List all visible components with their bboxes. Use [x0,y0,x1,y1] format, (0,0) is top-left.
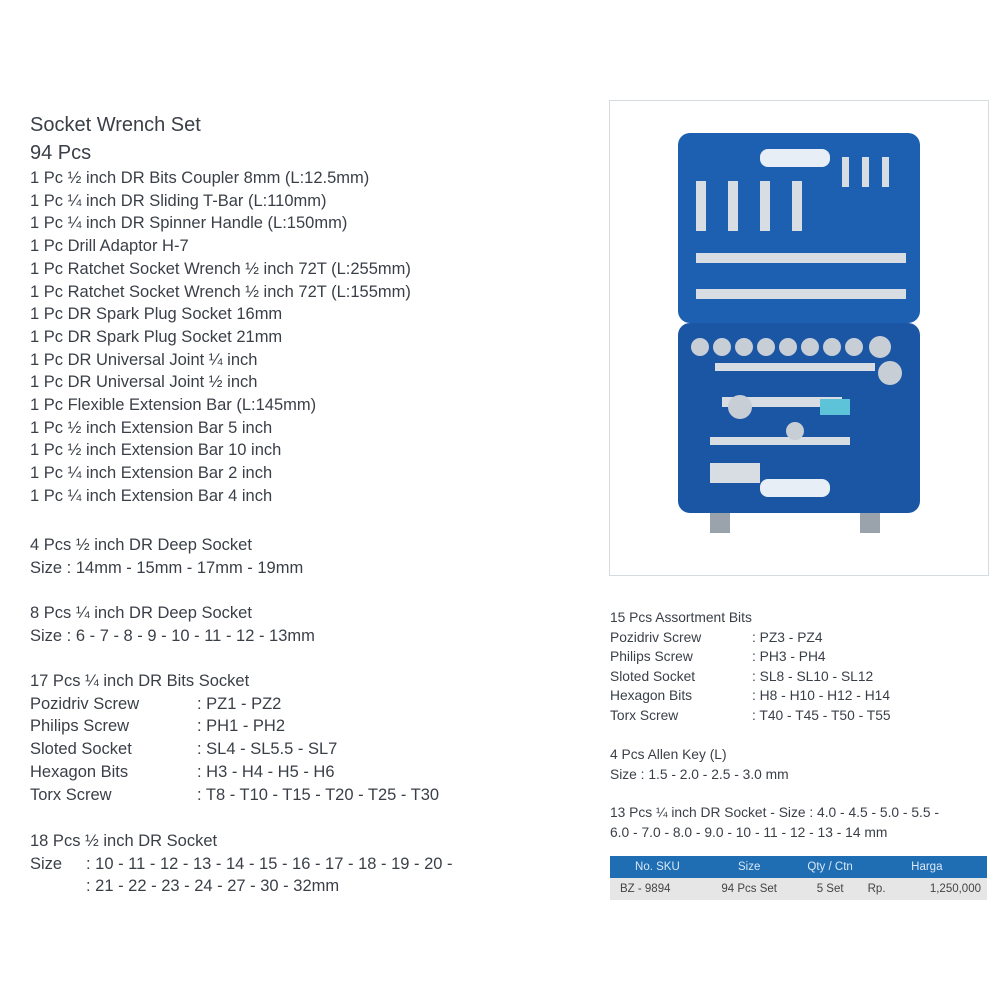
socket-quarter-section [610,803,939,842]
price-table [610,856,987,900]
spec-label: Philips Screw [30,717,130,736]
section-size: Size : 14mm - 15mm - 17mm - 19mm [30,558,304,577]
section-heading: 4 Pcs ½ inch DR Deep Socket [30,536,252,554]
section-size: Size : 6 - 7 - 8 - 9 - 10 - 11 - 12 - 13mm [30,626,315,645]
list-item: 1 Pc ¼ inch DR Sliding T-Bar (L:110mm) [30,191,327,210]
spec-row [610,686,891,706]
size-line: : 10 - 11 - 12 - 13 - 14 - 15 - 16 - 17 - 18 - 19 - 20 - [86,854,453,873]
left-column [30,111,411,508]
spec-row [30,738,439,761]
spec-label: Sloted Socket [30,740,132,759]
product-title: Socket Wrench Set [30,114,201,136]
spec-row [610,647,891,667]
section-heading: 8 Pcs ¼ inch DR Deep Socket [30,604,252,622]
section-line: 6.0 - 7.0 - 8.0 - 9.0 - 10 - 11 - 12 - 13 - 14 mm [610,824,888,840]
spec-label: Pozidriv Screw [30,694,140,713]
spec-row [610,706,891,726]
header-price: Harga [867,856,987,878]
spec-value: : PZ3 - PZ4 [752,629,823,645]
size-line: : 21 - 22 - 23 - 24 - 27 - 30 - 32mm [86,877,340,896]
header-sku: No. SKU [610,856,705,878]
spec-row [610,667,891,687]
list-item: 1 Pc Ratchet Socket Wrench ½ inch 72T (L:255mm) [30,259,411,278]
table-row [610,878,987,900]
list-item: 1 Pc DR Spark Plug Socket 21mm [30,327,283,346]
cell-sku: BZ - 9894 [610,878,705,900]
list-item: 1 Pc ¼ inch DR Spinner Handle (L:150mm) [30,214,348,233]
spec-label: Philips Screw [610,649,693,665]
list-item: 1 Pc ¼ inch Extension Bar 2 inch [30,464,273,483]
list-item: 1 Pc ½ inch Extension Bar 10 inch [30,441,282,460]
spec-value: : T8 - T10 - T15 - T20 - T25 - T30 [197,785,440,804]
spec-value: : PH3 - PH4 [752,649,826,665]
section-heading: 4 Pcs Allen Key (L) [610,747,727,762]
spec-label: Hexagon Bits [30,762,129,781]
spec-value: : SL4 - SL5.5 - SL7 [197,740,338,759]
size-label: Size [30,854,63,873]
cell-currency: Rp. [867,878,898,900]
item-list [30,167,411,508]
table-header [610,856,987,878]
spec-label: Hexagon Bits [610,688,693,704]
list-item: 1 Pc Drill Adaptor H-7 [30,237,189,256]
section-size: Size : 1.5 - 2.0 - 2.5 - 3.0 mm [610,766,789,782]
allen-key-section [610,745,789,784]
spec-row [30,761,439,784]
section-heading: 15 Pcs Assortment Bits [610,610,752,625]
spec-label: Torx Screw [30,785,112,804]
spec-value: : H3 - H4 - H5 - H6 [197,762,335,781]
cell-price: 1,250,000 [897,878,987,900]
bits-socket-section [30,670,439,806]
cell-qty: 5 Set [794,878,867,900]
cell-size: 94 Pcs Set [705,878,794,900]
piece-count: 94 Pcs [30,142,92,164]
list-item: 1 Pc ½ inch DR Bits Coupler 8mm (L:12.5mm) [30,169,370,187]
spec-row [30,715,439,738]
deep-half-section [30,534,303,579]
header-size: Size [705,856,794,878]
spec-label: Torx Screw [610,707,679,723]
list-item: 1 Pc ¼ inch Extension Bar 4 inch [30,486,273,505]
list-item: 1 Pc DR Universal Joint ¼ inch [30,350,258,369]
header-qty: Qty / Ctn [794,856,867,878]
spec-row [30,784,439,807]
section-heading: 18 Pcs ½ inch DR Socket [30,832,218,850]
spec-value: : PH1 - PH2 [197,717,286,736]
spec-value: : SL8 - SL10 - SL12 [752,668,874,684]
deep-quarter-section [30,602,315,647]
spec-label: Sloted Socket [610,668,696,684]
spec-row [610,628,891,648]
section-line: 13 Pcs ¼ inch DR Socket - Size : 4.0 - 4.5 - 5.0 - 5.5 - [610,805,939,820]
section-heading: 17 Pcs ¼ inch DR Bits Socket [30,672,250,690]
list-item: 1 Pc ½ inch Extension Bar 5 inch [30,418,273,437]
list-item: 1 Pc DR Spark Plug Socket 16mm [30,305,283,324]
spec-value: : H8 - H10 - H12 - H14 [752,688,891,704]
list-item: 1 Pc Flexible Extension Bar (L:145mm) [30,396,317,415]
spec-label: Pozidriv Screw [610,629,702,645]
spec-value: : PZ1 - PZ2 [197,694,282,713]
list-item: 1 Pc Ratchet Socket Wrench ½ inch 72T (L:155mm) [30,282,411,301]
list-item: 1 Pc DR Universal Joint ½ inch [30,373,258,392]
product-photo [609,100,989,576]
assortment-bits-section [610,608,891,726]
spec-row [30,693,439,716]
spec-value: : T40 - T45 - T50 - T55 [752,707,891,723]
socket-half-section [30,830,453,898]
